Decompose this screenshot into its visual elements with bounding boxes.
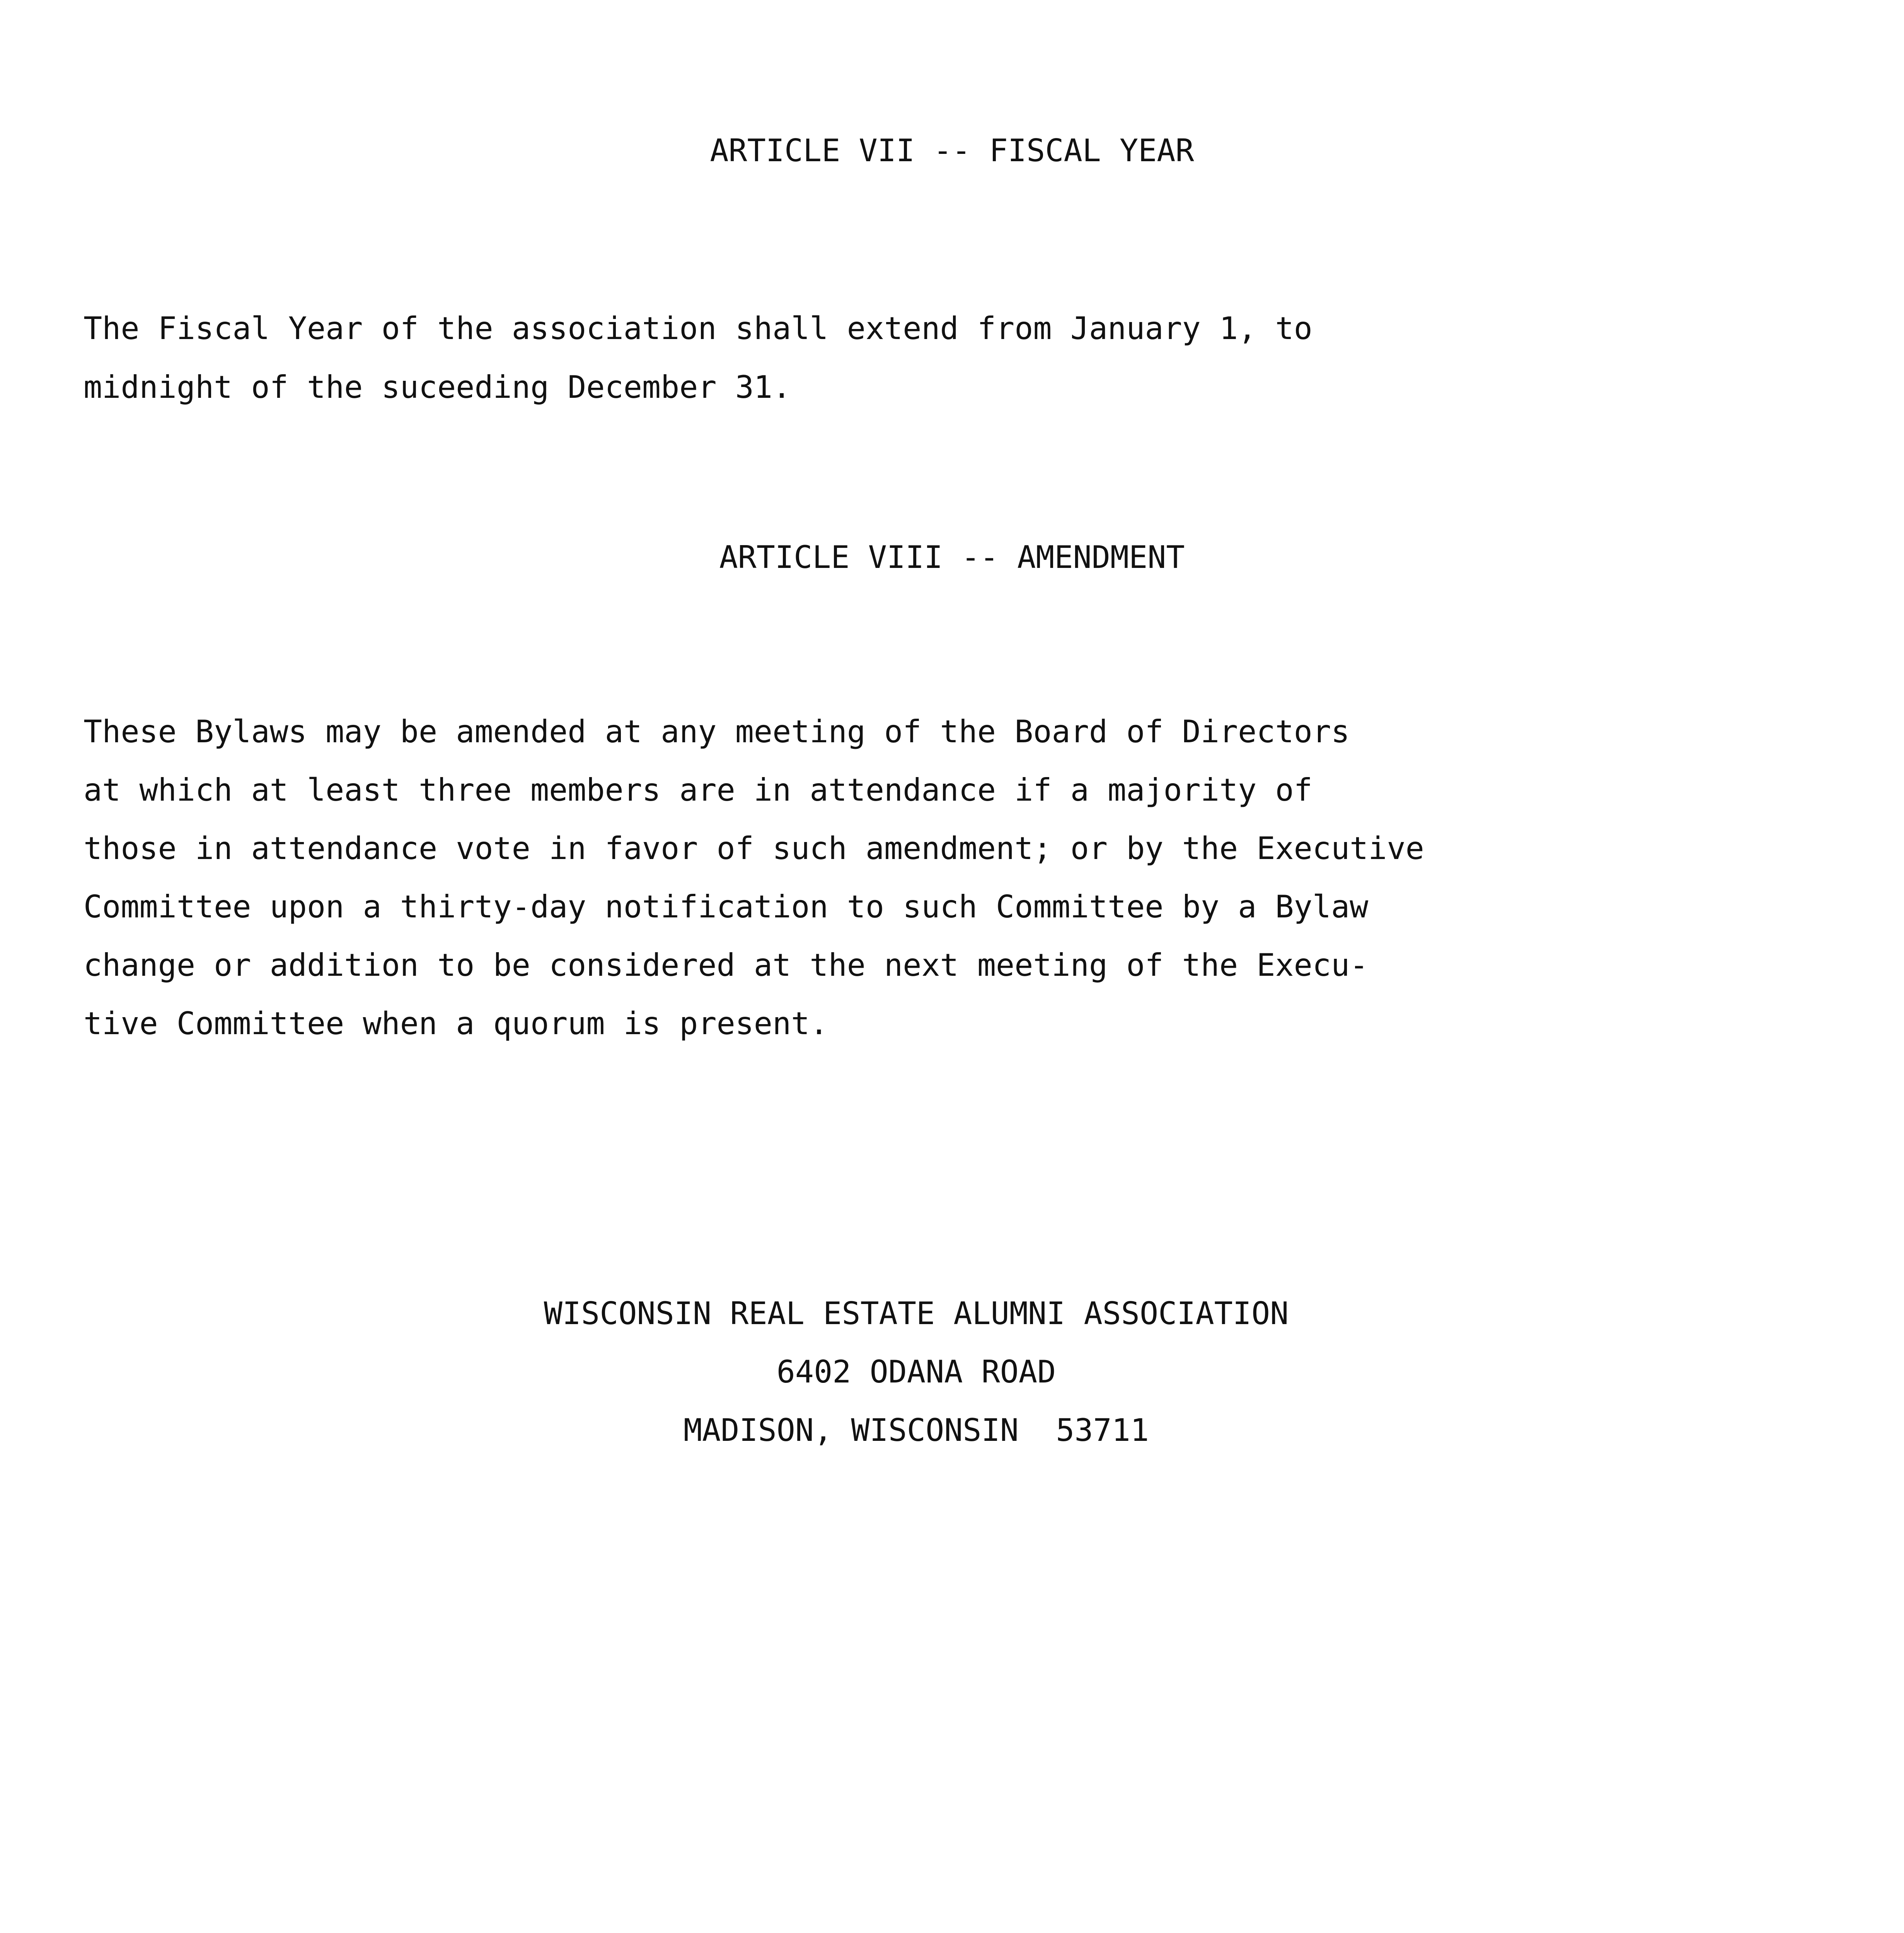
city-state-zip: MADISON, WISCONSIN 53711: [683, 1412, 1149, 1448]
article-8-line-6: tive Committee when a quorum is present.: [84, 1006, 828, 1042]
article-8-line-4: Committee upon a thirty-day notification to such Committee by a Bylaw: [84, 889, 1369, 925]
article-8-heading: ARTICLE VIII -- AMENDMENT: [719, 539, 1185, 575]
article-7-heading: ARTICLE VII -- FISCAL YEAR: [710, 133, 1194, 169]
organization-name: WISCONSIN REAL ESTATE ALUMNI ASSOCIATION: [544, 1295, 1289, 1331]
article-8-line-5: change or addition to be considered at the next meeting of the Execu-: [84, 947, 1369, 983]
article-7-line-1: The Fiscal Year of the association shall extend from January 1, to: [84, 310, 1313, 346]
street-address: 6402 ODANA ROAD: [776, 1354, 1056, 1390]
article-8-line-2: at which at least three members are in attendance if a majority of: [84, 772, 1313, 808]
article-8-line-1: These Bylaws may be amended at any meeting of the Board of Directors: [84, 714, 1350, 750]
article-8-line-3: those in attendance vote in favor of such amendment; or by the Executive: [84, 830, 1424, 866]
article-7-line-2: midnight of the suceeding December 31.: [84, 369, 791, 405]
